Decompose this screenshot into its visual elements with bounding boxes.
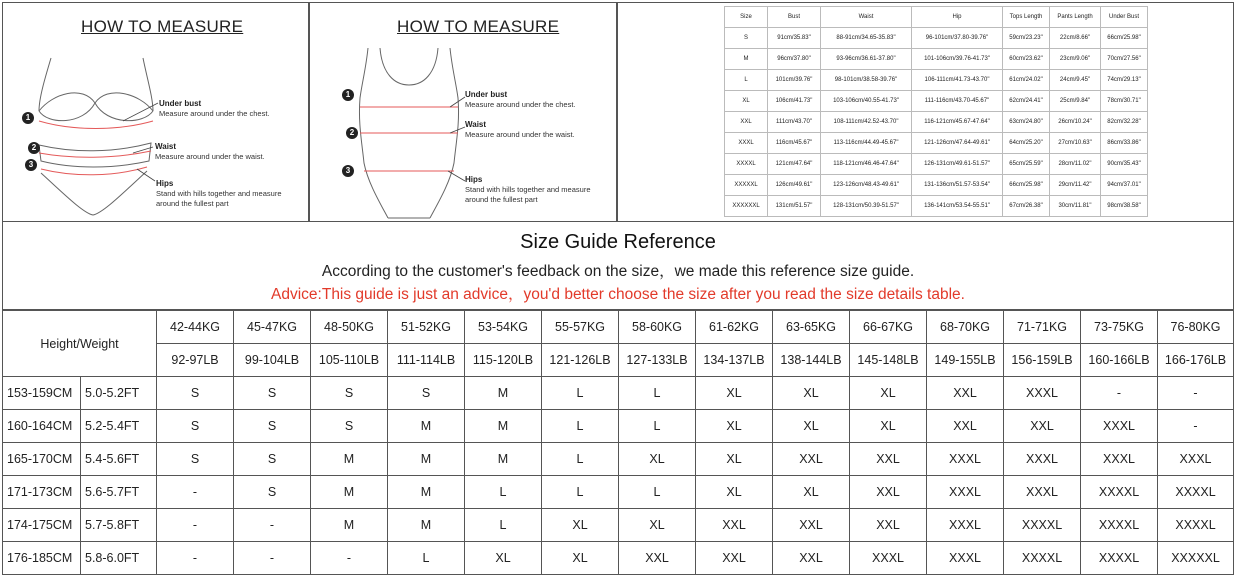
size-cell: S bbox=[311, 377, 388, 410]
size-table-cell: 101cm/39.76" bbox=[768, 70, 821, 91]
weight-kg-header-row bbox=[3, 311, 1234, 344]
size-table-cell: XL bbox=[725, 91, 768, 112]
size-table-cell: 126cm/49.61" bbox=[768, 175, 821, 196]
size-cell: M bbox=[311, 443, 388, 476]
size-table-cell: L bbox=[725, 70, 768, 91]
size-table-row bbox=[725, 49, 1148, 70]
size-table-header-cell: Tops Length bbox=[1003, 7, 1050, 28]
size-cell: XXL bbox=[850, 443, 927, 476]
waist-label: Waist Measure around under the waist. bbox=[465, 120, 575, 139]
size-cell: XXL bbox=[850, 476, 927, 509]
size-table-cell: 128-131cm/50.39-51.57" bbox=[821, 196, 912, 217]
size-table-cell: 28cm/11.02" bbox=[1050, 154, 1101, 175]
size-table-row bbox=[725, 112, 1148, 133]
size-table-header-cell: Waist bbox=[821, 7, 912, 28]
size-cell: S bbox=[234, 476, 311, 509]
size-cell: L bbox=[542, 410, 619, 443]
weight-kg-header: 51-52KG bbox=[388, 311, 465, 344]
how-to-measure-swimsuit-panel bbox=[309, 2, 617, 222]
weight-kg-header: 71-71KG bbox=[1004, 311, 1081, 344]
size-table-cell: 82cm/32.28" bbox=[1101, 112, 1148, 133]
height-cm-cell: 176-185CM bbox=[3, 542, 81, 575]
weight-lb-header: 138-144LB bbox=[773, 344, 850, 377]
height-weight-corner: Height/Weight bbox=[3, 311, 157, 377]
size-cell: L bbox=[465, 476, 542, 509]
size-cell: M bbox=[465, 410, 542, 443]
height-ft-cell: 5.0-5.2FT bbox=[81, 377, 157, 410]
step-2-badge: 2 bbox=[346, 127, 358, 139]
height-cm-cell: 160-164CM bbox=[3, 410, 81, 443]
size-cell: XL bbox=[696, 443, 773, 476]
size-table-row bbox=[725, 133, 1148, 154]
size-cell: XXL bbox=[773, 443, 850, 476]
size-guide-header bbox=[2, 222, 1234, 310]
size-table-cell: 113-116cm/44.49-45.67" bbox=[821, 133, 912, 154]
size-table-cell: 111-116cm/43.70-45.67" bbox=[912, 91, 1003, 112]
size-cell: - bbox=[311, 542, 388, 575]
size-cell: S bbox=[311, 410, 388, 443]
size-table-cell: 67cm/26.38" bbox=[1003, 196, 1050, 217]
size-table-cell: 121cm/47.64" bbox=[768, 154, 821, 175]
size-cell: XXXL bbox=[1004, 443, 1081, 476]
size-cell: XXXXL bbox=[1004, 509, 1081, 542]
size-cell: S bbox=[234, 410, 311, 443]
size-cell: XXXXL bbox=[1004, 542, 1081, 575]
size-cell: XXXXXL bbox=[1158, 542, 1234, 575]
size-table-cell: XXXL bbox=[725, 133, 768, 154]
hips-label: Hips Stand with hills together and measure around the fullest part bbox=[156, 179, 282, 208]
weight-lb-header: 111-114LB bbox=[388, 344, 465, 377]
size-table-cell: 78cm/30.71" bbox=[1101, 91, 1148, 112]
weight-lb-header: 121-126LB bbox=[542, 344, 619, 377]
size-table-cell: 116-121cm/45.67-47.64" bbox=[912, 112, 1003, 133]
size-cell: XXXXL bbox=[1081, 542, 1158, 575]
size-table-row bbox=[725, 196, 1148, 217]
size-table-cell: XXXXL bbox=[725, 154, 768, 175]
size-cell: XL bbox=[619, 509, 696, 542]
size-cell: L bbox=[619, 377, 696, 410]
size-cell: - bbox=[157, 509, 234, 542]
size-cell: XXL bbox=[773, 509, 850, 542]
size-table-cell: 60cm/23.62" bbox=[1003, 49, 1050, 70]
size-table-row bbox=[725, 70, 1148, 91]
size-cell: XXXL bbox=[927, 542, 1004, 575]
weight-kg-header: 45-47KG bbox=[234, 311, 311, 344]
size-table-cell: 123-126cm/48.43-49.61" bbox=[821, 175, 912, 196]
size-table-cell: 136-141cm/53.54-55.51" bbox=[912, 196, 1003, 217]
weight-kg-header: 55-57KG bbox=[542, 311, 619, 344]
size-cell: S bbox=[388, 377, 465, 410]
size-table-cell: 63cm/24.80" bbox=[1003, 112, 1050, 133]
weight-kg-header: 61-62KG bbox=[696, 311, 773, 344]
size-cell: - bbox=[1158, 377, 1234, 410]
size-table-cell: 22cm/8.66" bbox=[1050, 28, 1101, 49]
size-cell: XXL bbox=[619, 542, 696, 575]
size-cell: M bbox=[388, 410, 465, 443]
size-details-panel bbox=[617, 2, 1234, 222]
size-table-cell: 29cm/11.42" bbox=[1050, 175, 1101, 196]
size-table-cell: 65cm/25.59" bbox=[1003, 154, 1050, 175]
size-table-cell: 74cm/29.13" bbox=[1101, 70, 1148, 91]
size-table-cell: 103-106cm/40.55-41.73" bbox=[821, 91, 912, 112]
size-table-header-cell: Hip bbox=[912, 7, 1003, 28]
weight-kg-header: 73-75KG bbox=[1081, 311, 1158, 344]
panel-title: HOW TO MEASURE bbox=[397, 17, 560, 36]
size-cell: XL bbox=[696, 410, 773, 443]
size-guide-subtitle: According to the customer's feedback on the size，we made this reference size guide. bbox=[321, 263, 915, 280]
table-row bbox=[3, 410, 1234, 443]
size-table-cell: 93-96cm/36.61-37.80" bbox=[821, 49, 912, 70]
size-table-cell: XXXXXL bbox=[725, 175, 768, 196]
size-table-cell: 23cm/9.06" bbox=[1050, 49, 1101, 70]
size-table-row bbox=[725, 91, 1148, 112]
step-3-badge: 3 bbox=[342, 165, 354, 177]
size-cell: S bbox=[157, 410, 234, 443]
size-table-row bbox=[725, 175, 1148, 196]
size-cell: L bbox=[542, 377, 619, 410]
size-table-cell: 64cm/25.20" bbox=[1003, 133, 1050, 154]
size-table-cell: 91cm/35.83" bbox=[768, 28, 821, 49]
weight-lb-header: 127-133LB bbox=[619, 344, 696, 377]
size-table-cell: M bbox=[725, 49, 768, 70]
weight-kg-header: 66-67KG bbox=[850, 311, 927, 344]
size-details-table bbox=[724, 6, 1148, 217]
weight-kg-header: 63-65KG bbox=[773, 311, 850, 344]
weight-lb-header: 134-137LB bbox=[696, 344, 773, 377]
size-cell: XXXL bbox=[1158, 443, 1234, 476]
table-row bbox=[3, 377, 1234, 410]
weight-kg-header: 42-44KG bbox=[157, 311, 234, 344]
weight-lb-header-row bbox=[3, 344, 1234, 377]
size-table-cell: XXXXXXL bbox=[725, 196, 768, 217]
size-cell: XXXXL bbox=[1158, 476, 1234, 509]
size-cell: XXL bbox=[850, 509, 927, 542]
step-2-badge: 2 bbox=[28, 142, 40, 154]
weight-lb-header: 105-110LB bbox=[311, 344, 388, 377]
size-cell: XL bbox=[696, 476, 773, 509]
size-table-cell: 101-106cm/39.76-41.73" bbox=[912, 49, 1003, 70]
size-cell: L bbox=[465, 509, 542, 542]
size-cell: XL bbox=[465, 542, 542, 575]
height-ft-cell: 5.4-5.6FT bbox=[81, 443, 157, 476]
size-cell: M bbox=[465, 443, 542, 476]
size-table-cell: 88-91cm/34.65-35.83" bbox=[821, 28, 912, 49]
height-ft-cell: 5.8-6.0FT bbox=[81, 542, 157, 575]
size-cell: XXXL bbox=[927, 476, 1004, 509]
size-cell: L bbox=[542, 476, 619, 509]
waist-label: Waist Measure around under the waist. bbox=[155, 142, 265, 161]
size-cell: XXXL bbox=[927, 443, 1004, 476]
weight-lb-header: 145-148LB bbox=[850, 344, 927, 377]
size-cell: XL bbox=[542, 542, 619, 575]
size-table-cell: 96-101cm/37.80-39.76" bbox=[912, 28, 1003, 49]
size-table-cell: 90cm/35.43" bbox=[1101, 154, 1148, 175]
size-table-cell: 131cm/51.57" bbox=[768, 196, 821, 217]
size-table-cell: 98-101cm/38.58-39.76" bbox=[821, 70, 912, 91]
size-cell: XL bbox=[696, 377, 773, 410]
weight-kg-header: 48-50KG bbox=[311, 311, 388, 344]
size-table-cell: 86cm/33.86" bbox=[1101, 133, 1148, 154]
under-bust-label: Under bust Measure around under the chest. bbox=[159, 99, 270, 118]
size-cell: L bbox=[542, 443, 619, 476]
weight-kg-header: 58-60KG bbox=[619, 311, 696, 344]
size-cell: S bbox=[157, 443, 234, 476]
size-table-header-cell: Pants Length bbox=[1050, 7, 1101, 28]
size-table-cell: 70cm/27.56" bbox=[1101, 49, 1148, 70]
table-row bbox=[3, 476, 1234, 509]
size-cell: XXXL bbox=[1081, 443, 1158, 476]
size-cell: - bbox=[157, 476, 234, 509]
step-1-badge: 1 bbox=[342, 89, 354, 101]
size-cell: XXXL bbox=[927, 509, 1004, 542]
size-cell: M bbox=[311, 509, 388, 542]
size-table-cell: XXL bbox=[725, 112, 768, 133]
size-cell: XXXXL bbox=[1081, 476, 1158, 509]
size-cell: - bbox=[234, 542, 311, 575]
weight-kg-header: 76-80KG bbox=[1158, 311, 1234, 344]
size-cell: M bbox=[311, 476, 388, 509]
size-cell: XL bbox=[619, 443, 696, 476]
size-table-cell: 111cm/43.70" bbox=[768, 112, 821, 133]
how-to-measure-bikini-panel bbox=[2, 2, 309, 222]
size-cell: L bbox=[619, 476, 696, 509]
size-guide-advice: Advice:This guide is just an advice，you'd better choose the size after you read the size details table. bbox=[271, 286, 965, 303]
weight-lb-header: 156-159LB bbox=[1004, 344, 1081, 377]
size-cell: XXL bbox=[696, 542, 773, 575]
weight-lb-header: 115-120LB bbox=[465, 344, 542, 377]
size-table-cell: 121-126cm/47.64-49.61" bbox=[912, 133, 1003, 154]
size-cell: S bbox=[157, 377, 234, 410]
size-table-cell: 59cm/23.23" bbox=[1003, 28, 1050, 49]
size-cell: XL bbox=[542, 509, 619, 542]
size-cell: L bbox=[388, 542, 465, 575]
panel-title: HOW TO MEASURE bbox=[81, 17, 244, 36]
height-ft-cell: 5.2-5.4FT bbox=[81, 410, 157, 443]
size-cell: - bbox=[234, 509, 311, 542]
size-table-cell: 131-136cm/51.57-53.54" bbox=[912, 175, 1003, 196]
weight-lb-header: 160-166LB bbox=[1081, 344, 1158, 377]
hips-label: Hips Stand with hills together and measure around the fullest part bbox=[465, 175, 591, 204]
size-cell: XXXL bbox=[850, 542, 927, 575]
size-table-cell: 66cm/25.98" bbox=[1101, 28, 1148, 49]
size-table-cell: 108-111cm/42.52-43.70" bbox=[821, 112, 912, 133]
weight-kg-header: 53-54KG bbox=[465, 311, 542, 344]
size-cell: XXL bbox=[1004, 410, 1081, 443]
size-cell: S bbox=[234, 377, 311, 410]
size-table-cell: 106cm/41.73" bbox=[768, 91, 821, 112]
height-weight-size-table bbox=[2, 310, 1234, 575]
size-cell: XXXXL bbox=[1081, 509, 1158, 542]
size-cell: XL bbox=[850, 377, 927, 410]
size-table-cell: S bbox=[725, 28, 768, 49]
size-cell: - bbox=[1081, 377, 1158, 410]
size-cell: XL bbox=[773, 377, 850, 410]
size-cell: XL bbox=[773, 410, 850, 443]
size-cell: XXXL bbox=[1004, 476, 1081, 509]
height-cm-cell: 174-175CM bbox=[3, 509, 81, 542]
size-table-row bbox=[725, 154, 1148, 175]
size-table-row bbox=[725, 28, 1148, 49]
step-3-badge: 3 bbox=[25, 159, 37, 171]
size-table-cell: 26cm/10.24" bbox=[1050, 112, 1101, 133]
table-row bbox=[3, 509, 1234, 542]
size-table-cell: 96cm/37.80" bbox=[768, 49, 821, 70]
weight-lb-header: 166-176LB bbox=[1158, 344, 1234, 377]
size-table-cell: 118-121cm/46.46-47.64" bbox=[821, 154, 912, 175]
size-cell: S bbox=[234, 443, 311, 476]
size-cell: - bbox=[1158, 410, 1234, 443]
size-table-header-cell: Size bbox=[725, 7, 768, 28]
height-cm-cell: 171-173CM bbox=[3, 476, 81, 509]
height-cm-cell: 153-159CM bbox=[3, 377, 81, 410]
size-guide-title: Size Guide Reference bbox=[520, 231, 716, 253]
weight-lb-header: 149-155LB bbox=[927, 344, 1004, 377]
size-table-cell: 24cm/9.45" bbox=[1050, 70, 1101, 91]
under-bust-label: Under bust Measure around under the chest. bbox=[465, 90, 576, 109]
size-table-cell: 106-111cm/41.73-43.70" bbox=[912, 70, 1003, 91]
size-table-cell: 66cm/25.98" bbox=[1003, 175, 1050, 196]
table-row bbox=[3, 542, 1234, 575]
size-cell: XL bbox=[850, 410, 927, 443]
weight-lb-header: 99-104LB bbox=[234, 344, 311, 377]
size-cell: M bbox=[465, 377, 542, 410]
size-table-cell: 98cm/38.58" bbox=[1101, 196, 1148, 217]
size-cell: XXXXL bbox=[1158, 509, 1234, 542]
table-row bbox=[3, 443, 1234, 476]
step-1-badge: 1 bbox=[22, 112, 34, 124]
size-cell: XXL bbox=[927, 377, 1004, 410]
size-table-cell: 30cm/11.81" bbox=[1050, 196, 1101, 217]
height-ft-cell: 5.6-5.7FT bbox=[81, 476, 157, 509]
size-table-cell: 126-131cm/49.61-51.57" bbox=[912, 154, 1003, 175]
size-table-cell: 27cm/10.63" bbox=[1050, 133, 1101, 154]
size-cell: M bbox=[388, 509, 465, 542]
weight-lb-header: 92-97LB bbox=[157, 344, 234, 377]
size-table-header-cell: Bust bbox=[768, 7, 821, 28]
size-table-cell: 25cm/9.84" bbox=[1050, 91, 1101, 112]
height-cm-cell: 165-170CM bbox=[3, 443, 81, 476]
size-cell: XXL bbox=[773, 542, 850, 575]
size-cell: M bbox=[388, 443, 465, 476]
size-cell: - bbox=[157, 542, 234, 575]
size-table-header-cell: Under Bust bbox=[1101, 7, 1148, 28]
size-table-cell: 61cm/24.02" bbox=[1003, 70, 1050, 91]
size-table-cell: 116cm/45.67" bbox=[768, 133, 821, 154]
size-table-cell: 94cm/37.01" bbox=[1101, 175, 1148, 196]
size-cell: M bbox=[388, 476, 465, 509]
weight-kg-header: 68-70KG bbox=[927, 311, 1004, 344]
size-table-cell: 62cm/24.41" bbox=[1003, 91, 1050, 112]
size-cell: XL bbox=[773, 476, 850, 509]
height-ft-cell: 5.7-5.8FT bbox=[81, 509, 157, 542]
size-cell: L bbox=[619, 410, 696, 443]
size-cell: XXL bbox=[696, 509, 773, 542]
size-cell: XXL bbox=[927, 410, 1004, 443]
size-cell: XXXL bbox=[1081, 410, 1158, 443]
size-cell: XXXL bbox=[1004, 377, 1081, 410]
